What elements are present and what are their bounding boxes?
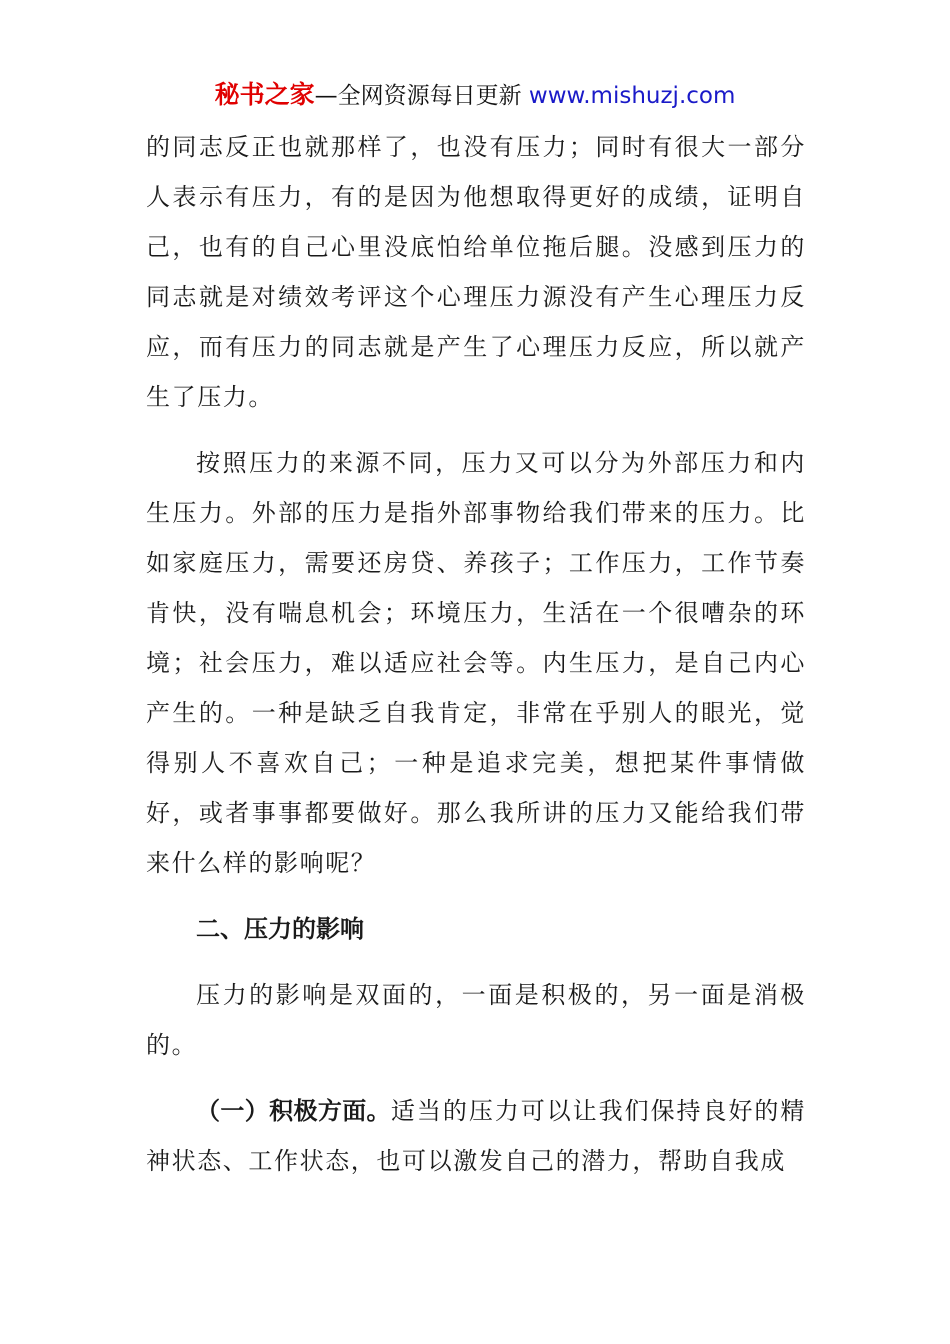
- header-slogan: —全网资源每日更新: [314, 83, 529, 109]
- paragraph-3: 压力的影响是双面的，一面是积极的，另一面是消极的。: [146, 981, 806, 1059]
- paragraph-4-text: 适当的压力可以让我们保持良好的精神状态、工作状态，也可以激发自己的潜力，帮助自我成: [146, 1097, 806, 1175]
- section-heading-text: 二、压力的影响: [196, 915, 364, 943]
- paragraph-4-lead: （一）积极方面。: [196, 1097, 391, 1125]
- paragraph-2: 按照压力的来源不同，压力又可以分为外部压力和内生压力。外部的压力是指外部事物给我们带来的压力。比如家庭压力，需要还房贷、养孩子；工作压力，工作节奏肯快，没有喘息机会；环境压力，生活在一个很嘈杂的环境；社会压力，难以适应社会等。内生压力，是自己内心产生的。一种是缺乏自我肯定，非常在乎别人的眼光，觉得别人不喜欢自己；一种是追求完美，想把某件事情做好，或者事事都要做好。那么我所讲的压力又能给我们带来什么样的影响呢？: [146, 449, 806, 877]
- site-url[interactable]: www.mishuzj.com: [528, 83, 736, 109]
- paragraph-1: 的同志反正也就那样了，也没有压力；同时有很大一部分人表示有压力，有的是因为他想取得更好的成绩，证明自己，也有的自己心里没底怕给单位拖后腿。没感到压力的同志就是对绩效考评这个心理压力源没有产生心理压力反应，而有压力的同志就是产生了心理压力反应，所以就产生了压力。: [146, 133, 806, 411]
- paragraph-4: [146, 1086, 806, 1186]
- document-body: [146, 122, 806, 1202]
- section-heading: [146, 904, 806, 954]
- brand-name: 秘书之家: [214, 80, 315, 109]
- page-header: [0, 78, 950, 113]
